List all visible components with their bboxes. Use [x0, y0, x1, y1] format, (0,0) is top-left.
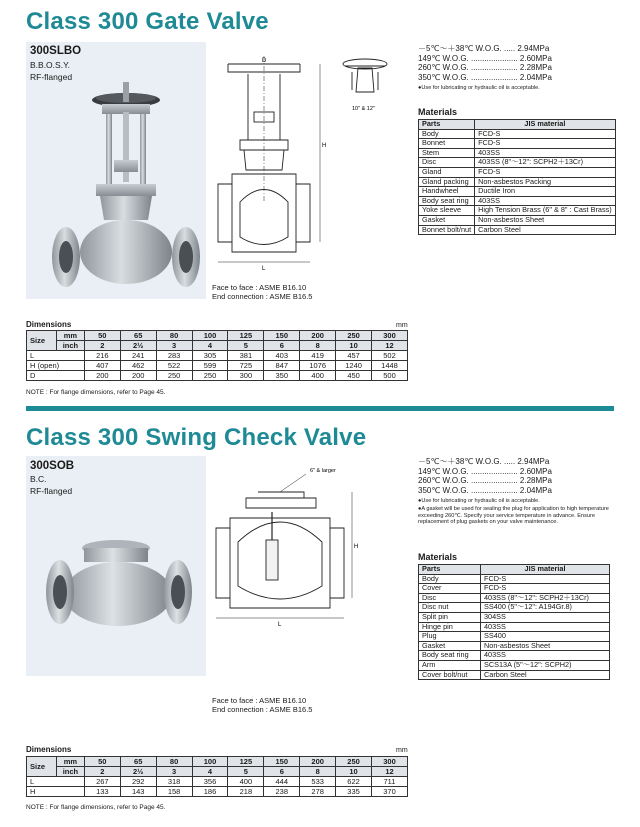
dim-value: 186	[192, 787, 228, 797]
gate-materials-header	[419, 120, 616, 130]
part-material: FCD-S	[481, 574, 610, 584]
table-row	[419, 632, 610, 642]
dim-value: 300	[228, 371, 264, 381]
gate-drawing-size-label: 10" & 12"	[352, 106, 375, 112]
gate-dimensions-title: Dimensions	[26, 320, 72, 329]
part-name: Body	[419, 129, 475, 139]
swing-drawing-l-label: L	[278, 622, 282, 628]
mm-label: mm	[56, 757, 84, 767]
part-name: Cover bolt/nut	[419, 670, 481, 680]
table-row	[419, 215, 616, 225]
swing-valve-drawing	[210, 462, 410, 662]
dim-value: 283	[156, 351, 192, 361]
table-row	[27, 351, 408, 361]
part-material: SS400 (5"～12": A194Gr.8)	[481, 603, 610, 613]
part-name: Stem	[419, 148, 475, 158]
part-name: Bonnet bolt/nut	[419, 225, 475, 235]
size-mm: 300	[372, 757, 408, 767]
dim-value: 450	[336, 371, 372, 381]
table-row	[419, 574, 610, 584]
table-row	[419, 612, 610, 622]
swing-note-2: ●A gasket will be used for sealing the plug for application to high temperature exceeding 260℃. Specify your service temperature in advance. Ensure replacement of plug gaskets on your valve maintenance.	[418, 506, 609, 526]
swing-drawing-h-label: H	[354, 544, 359, 550]
swing-end-connection: End connection : ASME B16.5	[212, 705, 313, 714]
dim-value: 241	[120, 351, 156, 361]
table-row	[419, 129, 616, 139]
part-name: Disc	[419, 593, 481, 603]
mm-label: mm	[56, 331, 84, 341]
dim-value: 158	[156, 787, 192, 797]
part-name: Body seat ring	[419, 196, 475, 206]
part-material: 403SS (8"～12": SCPH2＋13Cr)	[475, 158, 616, 168]
dim-value: 502	[372, 351, 408, 361]
size-mm: 125	[228, 331, 264, 341]
dim-value: 1448	[372, 361, 408, 371]
dim-mm-row	[27, 757, 408, 767]
part-material: FCD-S	[475, 129, 616, 139]
size-inch: 5	[228, 341, 264, 351]
part-material: 403SS	[475, 196, 616, 206]
size-inch: 8	[300, 341, 336, 351]
part-name: Handwheel	[419, 187, 475, 197]
dim-value: 599	[192, 361, 228, 371]
part-material: SCS13A (5"～12": SCPH2)	[481, 660, 610, 670]
size-mm: 50	[84, 331, 120, 341]
size-mm: 300	[372, 331, 408, 341]
gate-rating-1: －5℃～＋38℃ W.O.G. ..... 2.94MPa	[418, 44, 550, 53]
dim-value: 407	[84, 361, 120, 371]
table-row	[419, 139, 616, 149]
inch-label: inch	[56, 767, 84, 777]
dim-value: 250	[156, 371, 192, 381]
size-mm: 125	[228, 757, 264, 767]
gate-valve-title: Class 300 Gate Valve	[26, 8, 269, 35]
part-name: Arm	[419, 660, 481, 670]
header-jis-material: JIS material	[481, 565, 610, 575]
part-name: Disc	[419, 158, 475, 168]
gate-materials-title: Materials	[418, 107, 458, 117]
size-mm: 150	[264, 331, 300, 341]
table-row	[419, 187, 616, 197]
table-row	[27, 787, 408, 797]
size-inch: 10	[336, 767, 372, 777]
dim-value: 711	[372, 777, 408, 787]
swing-footnote: NOTE : For flange dimensions, refer to Page 45.	[26, 804, 166, 811]
gate-drawing-l-label: L	[262, 266, 266, 272]
part-name: Body seat ring	[419, 651, 481, 661]
dim-value: 381	[228, 351, 264, 361]
size-inch: 3	[156, 341, 192, 351]
table-row	[419, 225, 616, 235]
size-mm: 100	[192, 331, 228, 341]
part-material: FCD-S	[481, 584, 610, 594]
gate-rating-4: 350℃ W.O.G. ..................... 2.04MPa	[418, 73, 552, 82]
gate-drawing-d-label: D	[262, 58, 267, 64]
size-inch: 12	[372, 767, 408, 777]
table-row	[419, 158, 616, 168]
part-name: Split pin	[419, 612, 481, 622]
size-mm: 100	[192, 757, 228, 767]
size-inch: 10	[336, 341, 372, 351]
dim-row-label: L	[27, 777, 85, 787]
dim-value: 622	[336, 777, 372, 787]
part-name: Cover	[419, 584, 481, 594]
swing-drawing-size-label: 6" & larger	[310, 468, 336, 474]
part-name: Body	[419, 574, 481, 584]
gate-end-type: RF-flanged	[30, 72, 73, 82]
gate-end-connection: End connection : ASME B16.5	[212, 292, 313, 301]
size-inch: 6	[264, 767, 300, 777]
part-name: Yoke sleeve	[419, 206, 475, 216]
swing-model-type: B.C.	[30, 474, 47, 484]
part-material: FCD-S	[475, 139, 616, 149]
part-name: Plug	[419, 632, 481, 642]
dim-value: 419	[300, 351, 336, 361]
size-mm: 50	[84, 757, 120, 767]
dim-value: 250	[192, 371, 228, 381]
table-row	[419, 584, 610, 594]
dim-value: 218	[228, 787, 264, 797]
size-mm: 200	[300, 757, 336, 767]
swing-check-valve-title: Class 300 Swing Check Valve	[26, 424, 367, 451]
swing-materials-header	[419, 565, 610, 575]
dim-row-label: H	[27, 787, 85, 797]
part-material: 403SS	[481, 651, 610, 661]
part-material: FCD-S	[475, 167, 616, 177]
gate-face-to-face: Face to face : ASME B16.10	[212, 283, 307, 292]
gate-model-type: B.B.O.S.Y.	[30, 60, 71, 70]
table-row	[419, 167, 616, 177]
dim-value: 143	[120, 787, 156, 797]
table-row	[27, 777, 408, 787]
dim-value: 725	[228, 361, 264, 371]
gate-valve-drawing	[210, 52, 410, 282]
part-name: Hinge pin	[419, 622, 481, 632]
part-material: Carbon Steel	[481, 670, 610, 680]
dim-value: 444	[264, 777, 300, 787]
dim-value: 350	[264, 371, 300, 381]
swing-dimensions-title: Dimensions	[26, 745, 72, 754]
swing-face-to-face: Face to face : ASME B16.10	[212, 696, 307, 705]
dim-row-label: H (open)	[27, 361, 85, 371]
part-material: SS400	[481, 632, 610, 642]
part-name: Gasket	[419, 215, 475, 225]
dim-row-label: L	[27, 351, 85, 361]
header-parts: Parts	[419, 120, 475, 130]
gate-rating-2: 149℃ W.O.G. ..................... 2.60MPa	[418, 54, 552, 63]
dim-value: 400	[300, 371, 336, 381]
dim-value: 522	[156, 361, 192, 371]
gate-footnote: NOTE : For flange dimensions, refer to Page 45.	[26, 389, 166, 396]
gate-unit-label: mm	[396, 322, 408, 329]
swing-rating-4: 350℃ W.O.G. ..................... 2.04MPa	[418, 486, 552, 495]
part-material: 403SS	[481, 622, 610, 632]
size-mm: 250	[336, 757, 372, 767]
dim-inch-row	[27, 767, 408, 777]
dim-value: 278	[300, 787, 336, 797]
part-material: Carbon Steel	[475, 225, 616, 235]
table-row	[419, 660, 610, 670]
inch-label: inch	[56, 341, 84, 351]
part-name: Gland	[419, 167, 475, 177]
swing-end-type: RF-flanged	[30, 486, 73, 496]
part-name: Bonnet	[419, 139, 475, 149]
size-inch: 2	[84, 767, 120, 777]
size-inch: 8	[300, 767, 336, 777]
dim-value: 356	[192, 777, 228, 787]
size-mm: 200	[300, 331, 336, 341]
part-name: Gland packing	[419, 177, 475, 187]
dim-value: 238	[264, 787, 300, 797]
gate-rating-3: 260℃ W.O.G. ..................... 2.28MPa	[418, 63, 552, 72]
part-material: High Tension Brass (6" & 8" : Cast Brass)	[475, 206, 616, 216]
size-inch: 2	[84, 341, 120, 351]
gate-dimensions-table	[26, 330, 408, 381]
header-jis-material: JIS material	[475, 120, 616, 130]
table-row	[27, 361, 408, 371]
part-material: 403SS (8"～12": SCPH2＋13Cr)	[481, 593, 610, 603]
part-material: Non-asbestos Sheet	[481, 641, 610, 651]
table-row	[27, 371, 408, 381]
part-material: Non-asbestos Packing	[475, 177, 616, 187]
size-inch: 6	[264, 341, 300, 351]
dim-value: 267	[84, 777, 120, 787]
section-divider	[26, 406, 614, 411]
size-inch: 12	[372, 341, 408, 351]
gate-model-code: 300SLBO	[30, 45, 82, 57]
swing-materials-title: Materials	[418, 552, 458, 562]
part-material: 304SS	[481, 612, 610, 622]
size-inch: 2½	[120, 341, 156, 351]
dim-value: 403	[264, 351, 300, 361]
part-name: Gasket	[419, 641, 481, 651]
size-label: Size	[27, 757, 57, 777]
part-name: Disc nut	[419, 603, 481, 613]
swing-dimensions-table	[26, 756, 408, 797]
size-inch: 4	[192, 341, 228, 351]
table-row	[419, 622, 610, 632]
dim-value: 305	[192, 351, 228, 361]
table-row	[419, 651, 610, 661]
dim-value: 292	[120, 777, 156, 787]
size-mm: 65	[120, 331, 156, 341]
dim-value: 216	[84, 351, 120, 361]
dim-value: 1240	[336, 361, 372, 371]
dim-value: 335	[336, 787, 372, 797]
size-mm: 65	[120, 757, 156, 767]
gate-note-1: ●Use for lubricating or hydraulic oil is acceptable.	[418, 85, 540, 91]
swing-rating-1: －5℃～＋38℃ W.O.G. ..... 2.94MPa	[418, 457, 550, 466]
swing-rating-2: 149℃ W.O.G. ..................... 2.60MPa	[418, 467, 552, 476]
table-row	[419, 670, 610, 680]
dim-value: 533	[300, 777, 336, 787]
gate-materials-table	[418, 119, 616, 235]
part-material: Ductile Iron	[475, 187, 616, 197]
part-material: 403SS	[475, 148, 616, 158]
dim-mm-row	[27, 331, 408, 341]
dim-value: 200	[84, 371, 120, 381]
header-parts: Parts	[419, 565, 481, 575]
dim-value: 457	[336, 351, 372, 361]
dim-value: 400	[228, 777, 264, 787]
swing-model-code: 300SOB	[30, 460, 75, 472]
swing-note-1: ●Use for lubricating or hydraulic oil is acceptable.	[418, 498, 540, 504]
swing-materials-table	[418, 564, 610, 680]
dim-value: 462	[120, 361, 156, 371]
size-inch: 2½	[120, 767, 156, 777]
dim-inch-row	[27, 341, 408, 351]
size-mm: 80	[156, 331, 192, 341]
table-row	[419, 206, 616, 216]
part-material: Non-asbestos Sheet	[475, 215, 616, 225]
size-label: Size	[27, 331, 57, 351]
swing-rating-3: 260℃ W.O.G. ..................... 2.28MPa	[418, 476, 552, 485]
gate-drawing-h-label: H	[322, 143, 327, 149]
size-inch: 4	[192, 767, 228, 777]
dim-value: 1076	[300, 361, 336, 371]
dim-value: 847	[264, 361, 300, 371]
dim-value: 370	[372, 787, 408, 797]
size-mm: 250	[336, 331, 372, 341]
dim-value: 318	[156, 777, 192, 787]
size-inch: 5	[228, 767, 264, 777]
dim-value: 500	[372, 371, 408, 381]
swing-unit-label: mm	[396, 747, 408, 754]
size-mm: 150	[264, 757, 300, 767]
dim-value: 200	[120, 371, 156, 381]
size-mm: 80	[156, 757, 192, 767]
size-inch: 3	[156, 767, 192, 777]
dim-row-label: D	[27, 371, 85, 381]
dim-value: 133	[84, 787, 120, 797]
